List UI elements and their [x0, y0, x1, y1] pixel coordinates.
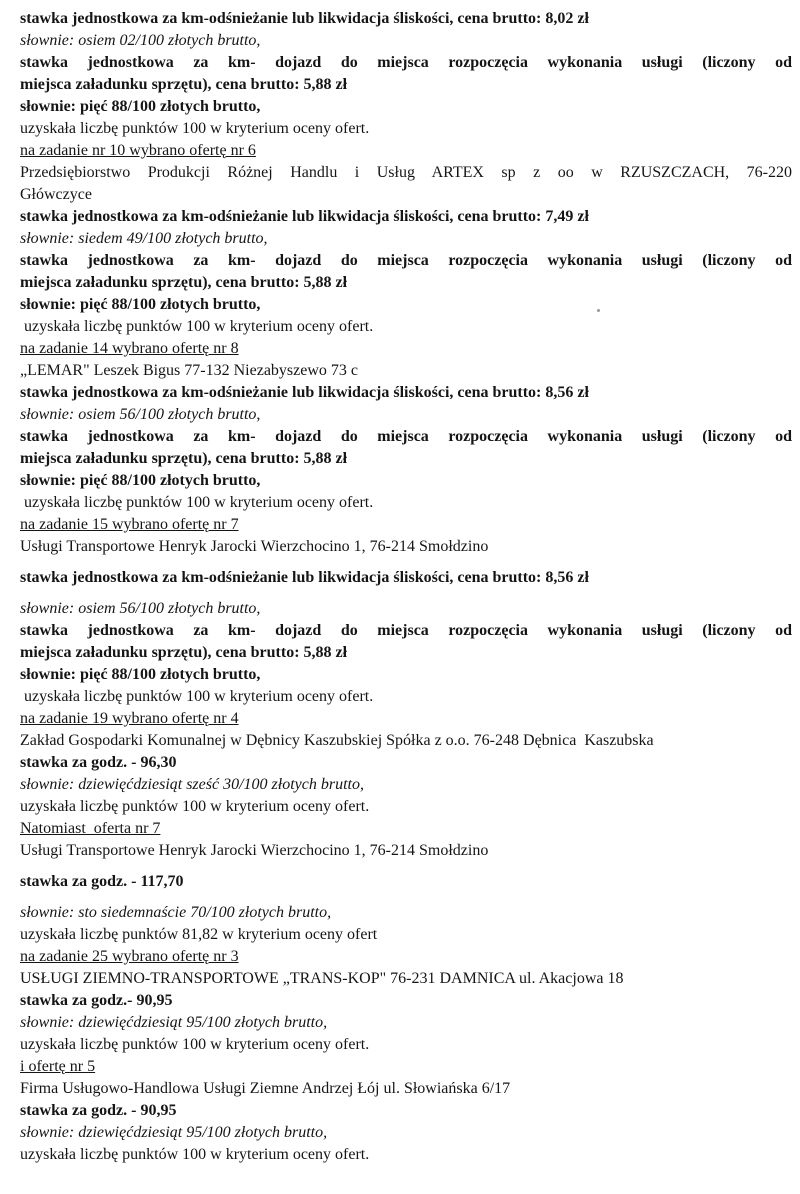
points-line: uzyskała liczbę punktów 81,82 w kryterium oceny ofert	[20, 926, 378, 943]
task-heading: na zadanie 15 wybrano ofertę nr 7	[20, 516, 239, 533]
company-line: Firma Usługowo-Handlowa Usługi Ziemne Andrzej Łój ul. Słowiańska 6/17	[20, 1080, 511, 1097]
points-line: uzyskała liczbę punktów 100 w kryterium oceny ofert.	[24, 688, 374, 705]
task-heading: na zadanie nr 10 wybrano ofertę nr 6	[20, 142, 256, 159]
in-words-line: słownie: osiem 56/100 złotych brutto,	[20, 406, 261, 423]
hourly-rate-line: stawka za godz. - 90,95	[20, 1102, 177, 1119]
points-line: uzyskała liczbę punktów 100 w kryterium oceny ofert.	[24, 318, 374, 335]
company-line: „LEMAR" Leszek Bigus 77-132 Niezabyszewo 73 c	[20, 362, 358, 379]
in-words-line: słownie: dziewięćdziesiąt 95/100 złotych brutto,	[20, 1124, 328, 1141]
task-heading: na zadanie 25 wybrano ofertę nr 3	[20, 948, 239, 965]
rate-travel-line-cont: miejsca załadunku sprzętu), cena brutto: 5,88 zł	[20, 76, 348, 93]
rate-travel-line-cont: miejsca załadunku sprzętu), cena brutto: 5,88 zł	[20, 644, 348, 661]
company-line-cont: Główczyce	[20, 186, 92, 203]
offer-heading: Natomiast oferta nr 7	[20, 820, 161, 837]
in-words-line: słownie: dziewięćdziesiąt 95/100 złotych brutto,	[20, 1014, 328, 1031]
in-words-line: słownie: pięć 88/100 złotych brutto,	[20, 296, 261, 313]
hourly-rate-line: stawka za godz. - 96,30	[20, 754, 177, 771]
points-line: uzyskała liczbę punktów 100 w kryterium oceny ofert.	[20, 1036, 370, 1053]
company-line: Usługi Transportowe Henryk Jarocki Wierzchocino 1, 76-214 Smołdzino	[20, 538, 489, 555]
rate-travel-line-cont: miejsca załadunku sprzętu), cena brutto: 5,88 zł	[20, 450, 348, 467]
rate-snow-line: stawka jednostkowa za km-odśnieżanie lub likwidacja śliskości, cena brutto: 8,56 zł	[20, 569, 589, 586]
rate-travel-line-cont: miejsca załadunku sprzętu), cena brutto: 5,88 zł	[20, 274, 348, 291]
in-words-line: słownie: dziewięćdziesiąt sześć 30/100 złotych brutto,	[20, 776, 364, 793]
rate-snow-line: stawka jednostkowa za km-odśnieżanie lub likwidacja śliskości, cena brutto: 7,49 zł	[20, 208, 589, 225]
rate-travel-line: stawka jednostkowa za km- dojazd do miejsca rozpoczęcia wykonania usługi (liczony od	[20, 428, 792, 445]
points-line: uzyskała liczbę punktów 100 w kryterium oceny ofert.	[24, 494, 374, 511]
rate-travel-line: stawka jednostkowa za km- dojazd do miejsca rozpoczęcia wykonania usługi (liczony od	[20, 54, 792, 71]
company-line: Usługi Transportowe Henryk Jarocki Wierzchocino 1, 76-214 Smołdzino	[20, 842, 489, 859]
in-words-line: słownie: sto siedemnaście 70/100 złotych brutto,	[20, 904, 332, 921]
in-words-line: słownie: osiem 56/100 złotych brutto,	[20, 600, 261, 617]
in-words-line: słownie: pięć 88/100 złotych brutto,	[20, 98, 261, 115]
hourly-rate-line: stawka za godz. - 117,70	[20, 873, 184, 890]
task-heading: na zadanie 14 wybrano ofertę nr 8	[20, 340, 239, 357]
rate-travel-line: stawka jednostkowa za km- dojazd do miejsca rozpoczęcia wykonania usługi (liczony od	[20, 622, 792, 639]
rate-travel-line: stawka jednostkowa za km- dojazd do miejsca rozpoczęcia wykonania usługi (liczony od	[20, 252, 792, 269]
in-words-line: słownie: pięć 88/100 złotych brutto,	[20, 472, 261, 489]
offer-heading: i ofertę nr 5	[20, 1058, 96, 1075]
scan-speck	[597, 309, 600, 312]
in-words-line: słownie: siedem 49/100 złotych brutto,	[20, 230, 268, 247]
points-line: uzyskała liczbę punktów 100 w kryterium oceny ofert.	[20, 798, 370, 815]
points-line: uzyskała liczbę punktów 100 w kryterium oceny ofert.	[20, 1146, 370, 1163]
hourly-rate-line: stawka za godz.- 90,95	[20, 992, 173, 1009]
points-line: uzyskała liczbę punktów 100 w kryterium oceny ofert.	[20, 120, 370, 137]
rate-snow-line: stawka jednostkowa za km-odśnieżanie lub likwidacja śliskości, cena brutto: 8,02 zł	[20, 10, 589, 27]
in-words-line: słownie: osiem 02/100 złotych brutto,	[20, 32, 261, 49]
company-line: Zakład Gospodarki Komunalnej w Dębnicy Kaszubskiej Spółka z o.o. 76-248 Dębnica Kaszubska	[20, 732, 654, 749]
in-words-line: słownie: pięć 88/100 złotych brutto,	[20, 666, 261, 683]
company-line: USŁUGI ZIEMNO-TRANSPORTOWE „TRANS-KOP" 76-231 DAMNICA ul. Akacjowa 18	[20, 970, 624, 987]
company-line: Przedsiębiorstwo Produkcji Różnej Handlu i Usług ARTEX sp z oo w RZUSZCZACH, 76-220	[20, 164, 792, 181]
rate-snow-line: stawka jednostkowa za km-odśnieżanie lub likwidacja śliskości, cena brutto: 8,56 zł	[20, 384, 589, 401]
task-heading: na zadanie 19 wybrano ofertę nr 4	[20, 710, 239, 727]
